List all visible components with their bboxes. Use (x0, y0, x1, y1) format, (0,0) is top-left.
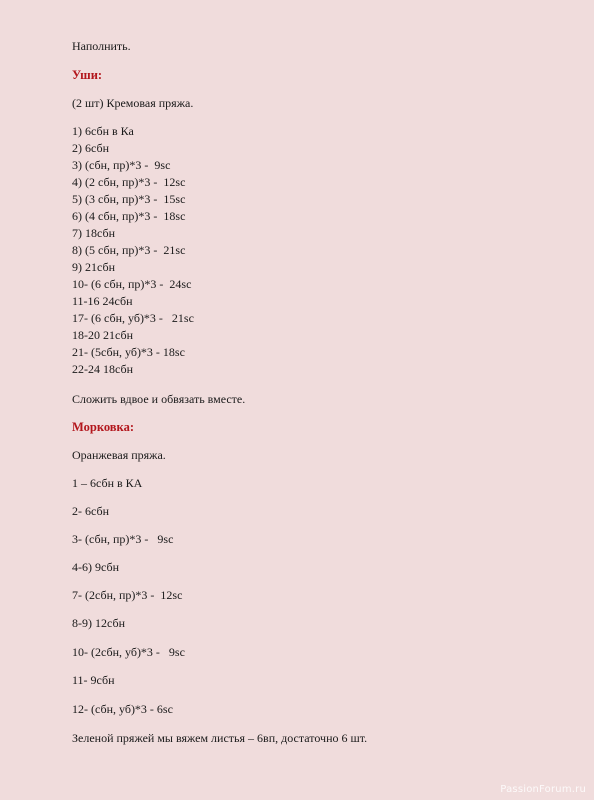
carrot-row: 4-6) 9сбн (72, 560, 119, 574)
ears-row: 2) 6сбн (72, 141, 109, 155)
carrot-row: 7- (2сбн, пр)*3 - 12sc (72, 588, 183, 602)
ears-row: 11-16 24сбн (72, 294, 133, 308)
ears-row: 7) 18сбн (72, 226, 115, 240)
ears-row: 9) 21сбн (72, 260, 115, 274)
ears-row: 5) (3 сбн, пр)*3 - 15sc (72, 192, 186, 206)
carrot-note: Оранжевая пряжа. (72, 448, 166, 462)
carrot-row: 2- 6сбн (72, 504, 109, 518)
ears-note: (2 шт) Кремовая пряжа. (72, 96, 194, 110)
carrot-row: 8-9) 12сбн (72, 616, 125, 630)
ears-heading: Уши: (72, 68, 103, 82)
ears-row: 18-20 21сбн (72, 328, 133, 342)
carrot-heading: Морковка: (72, 420, 134, 434)
intro-text: Наполнить. (72, 39, 131, 53)
carrot-row: 3- (сбн, пр)*3 - 9sc (72, 532, 174, 546)
carrot-row: 1 – 6сбн в КА (72, 476, 143, 490)
ears-row: 8) (5 сбн, пр)*3 - 21sc (72, 243, 186, 257)
ears-row: 3) (сбн, пр)*3 - 9sc (72, 158, 171, 172)
ears-finish: Сложить вдвое и обвязать вместе. (72, 392, 246, 406)
carrot-row: 11- 9сбн (72, 673, 115, 687)
carrot-row: 12- (сбн, уб)*3 - 6sc (72, 702, 173, 716)
carrot-row: 10- (2сбн, уб)*3 - 9sc (72, 645, 185, 659)
ears-row: 21- (5сбн, уб)*3 - 18sc (72, 345, 185, 359)
carrot-finish: Зеленой пряжей мы вяжем листья – 6вп, достаточно 6 шт. (72, 731, 368, 745)
site-watermark: PassionForum.ru (500, 784, 586, 795)
ears-row: 1) 6сбн в Ка (72, 124, 134, 138)
ears-row: 10- (6 сбн, пр)*3 - 24sc (72, 277, 192, 291)
ears-row: 17- (6 сбн, уб)*3 - 21sc (72, 311, 194, 325)
ears-row: 4) (2 сбн, пр)*3 - 12sc (72, 175, 186, 189)
ears-row: 6) (4 сбн, пр)*3 - 18sc (72, 209, 186, 223)
ears-row: 22-24 18сбн (72, 362, 133, 376)
